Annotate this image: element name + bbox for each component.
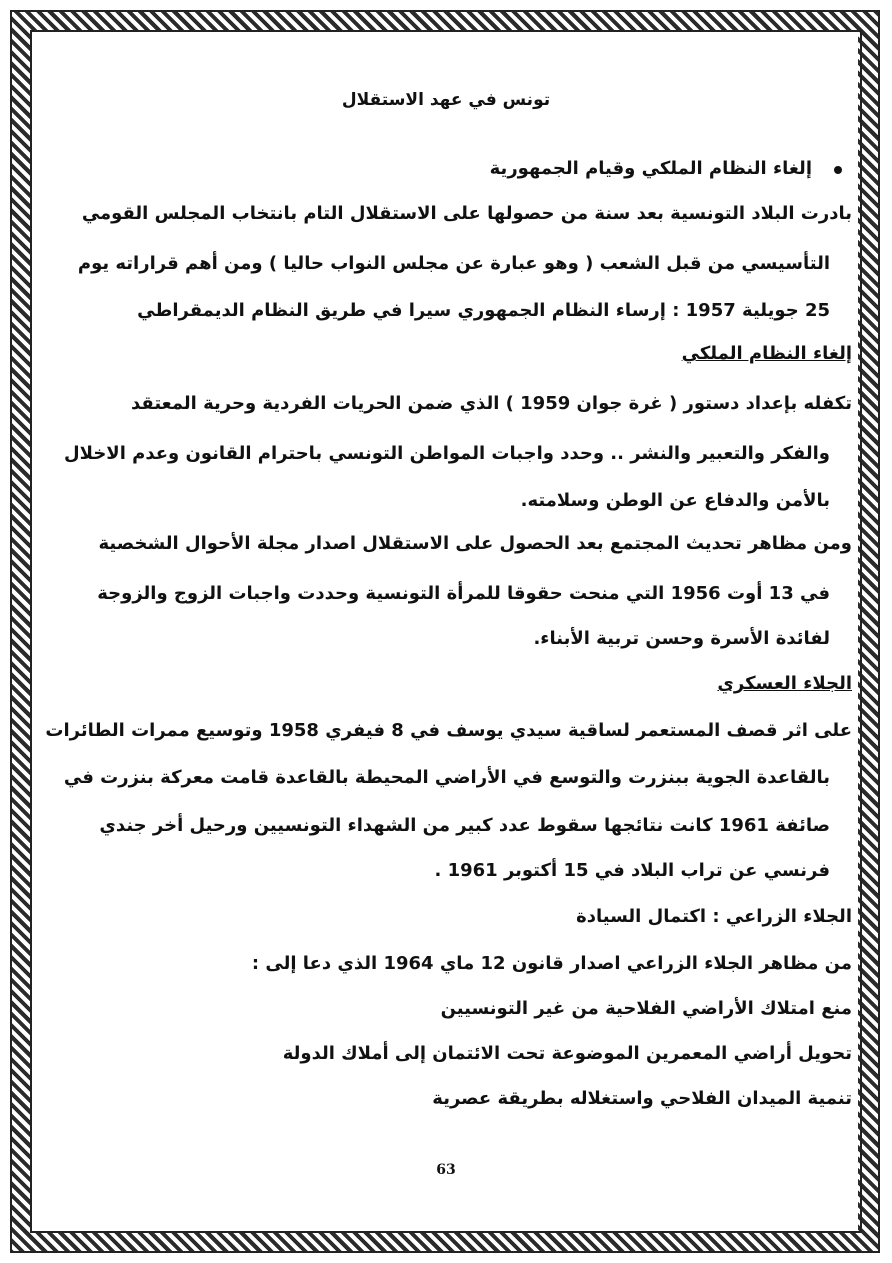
paragraph-line: 25 جويلية 1957 : إرساء النظام الجمهوري سيرا في طريق النظام الديمقراطي [137,300,830,321]
bullet-icon [834,166,842,174]
section-heading: إلغاء النظام الملكي [681,343,852,364]
paragraph-line: في 13 أوت 1956 التي منحت حقوقا للمرأة التونسية وحددت واجبات الزوج والزوجة [97,583,830,604]
paragraph-line: والفكر والتعبير والنشر .. وحدد واجبات المواطن التونسي باحترام القانون وعدم الاخلال [64,443,830,464]
paragraph-line: من مظاهر الجلاء الزراعي اصدار قانون 12 ماي 1964 الذي دعا إلى : [251,953,852,974]
section-heading: الجلاء الزراعي : اكتمال السيادة [576,906,852,927]
paragraph-line: صائفة 1961 كانت نتائجها سقوط عدد كبير من الشهداء التونسيين ورحيل أخر جندي [99,815,830,836]
paragraph-line: بادرت البلاد التونسية بعد سنة من حصولها على الاستقلال التام بانتخاب المجلس القومي [81,203,852,224]
section-heading: الجلاء العسكري [717,673,852,694]
document-page [40,40,852,1223]
paragraph-line: فرنسي عن تراب البلاد في 15 أكتوبر 1961 . [434,860,830,881]
paragraph-line: تكفله بإعداد دستور ( غرة جوان 1959 ) الذي ضمن الحريات الفردية وحرية المعتقد [130,393,852,414]
page-number: 63 [436,1162,456,1178]
page-title: تونس في عهد الاستقلال [341,90,551,110]
paragraph-line: على اثر قصف المستعمر لساقية سيدي يوسف في 8 فيفري 1958 وتوسيع ممرات الطائرات [45,720,852,741]
list-item: تنمية الميدان الفلاحي واستغلاله بطريقة عصرية [432,1088,852,1109]
paragraph-line: التأسيسي من قبل الشعب ( وهو عبارة عن مجلس النواب حاليا ) ومن أهم قراراته يوم [77,253,830,274]
bullet-heading: إلغاء النظام الملكي وقيام الجمهورية [489,158,812,179]
bullet-item [40,158,852,180]
list-item: منع امتلاك الأراضي الفلاحية من غير التونسيين [440,998,852,1019]
paragraph-line: ومن مظاهر تحديث المجتمع بعد الحصول على الاستقلال اصدار مجلة الأحوال الشخصية [98,533,852,554]
paragraph-line: لفائدة الأسرة وحسن تربية الأبناء. [533,628,830,649]
list-item: تحويل أراضي المعمرين الموضوعة تحت الائتمان إلى أملاك الدولة [282,1043,852,1064]
paragraph-line: بالأمن والدفاع عن الوطن وسلامته. [520,490,830,511]
paragraph-line: بالقاعدة الجوية ببنزرت والتوسع في الأراضي المحيطة بالقاعدة قامت معركة بنزرت في [63,767,830,788]
